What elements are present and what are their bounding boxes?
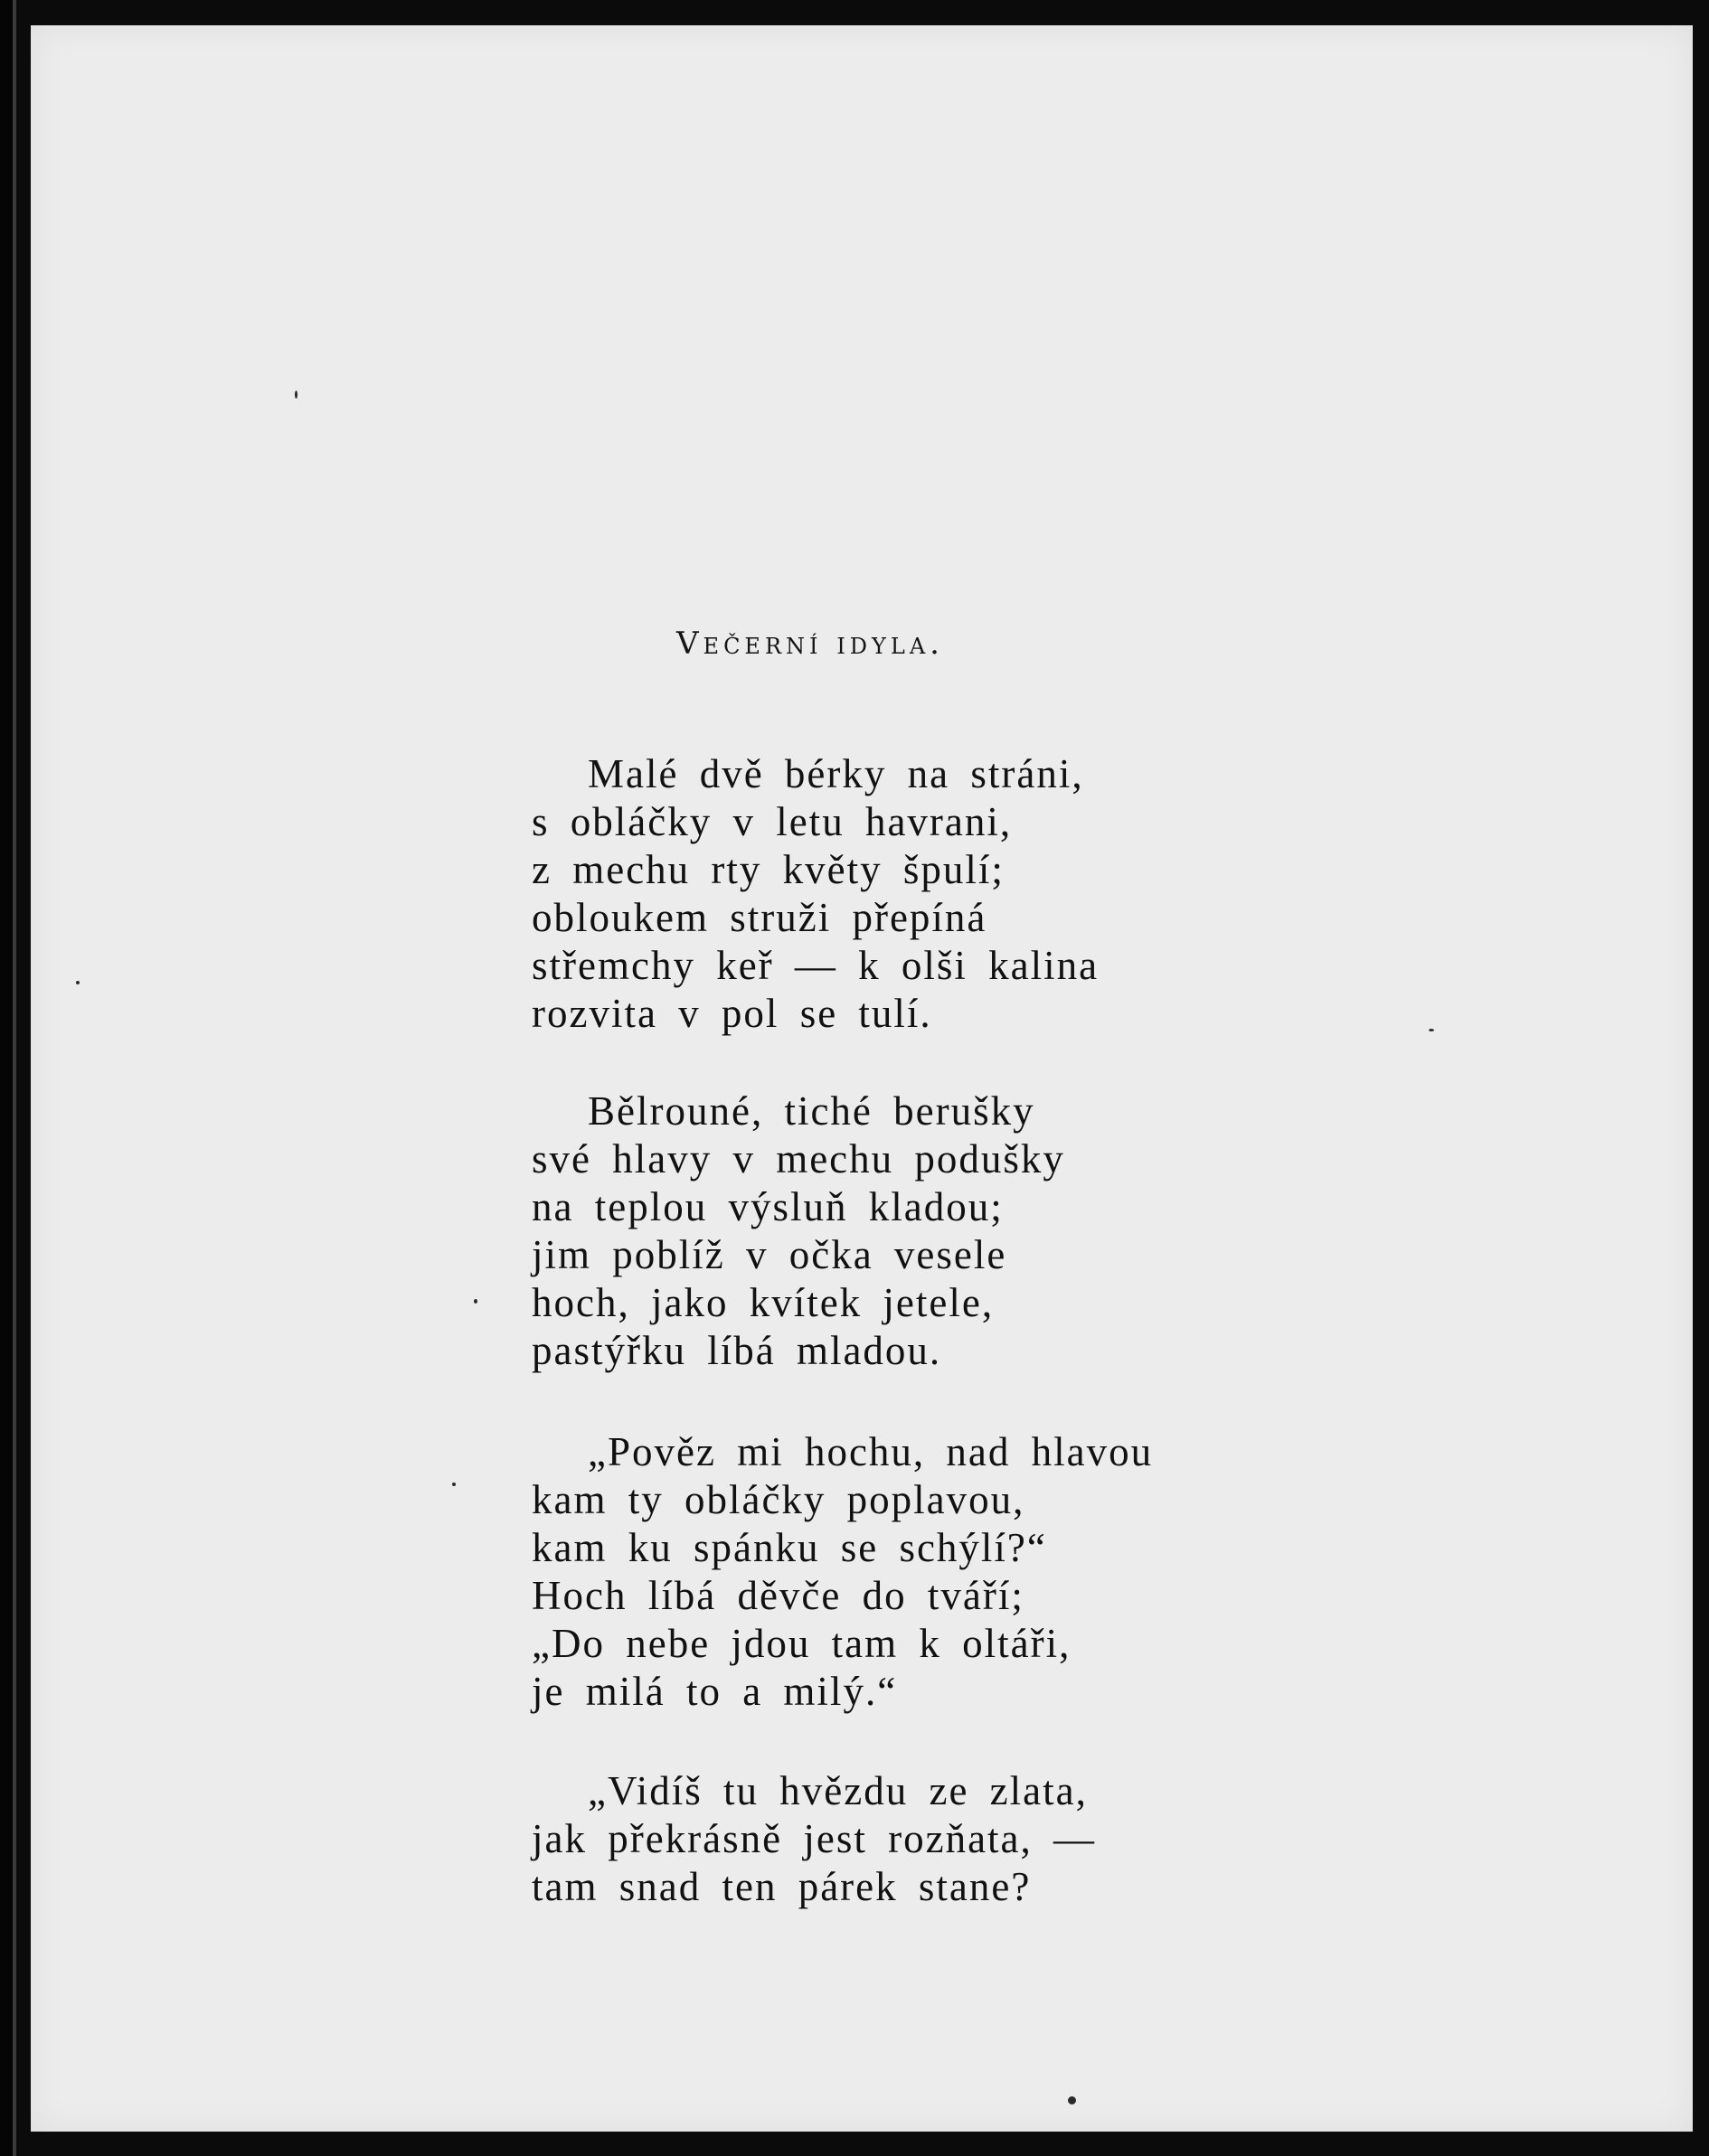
- stanza: [532, 1087, 1065, 1375]
- poem-line: kam ku spánku se schýlí?“: [532, 1525, 1047, 1570]
- poem-line: jak překrásně jest rozňata, —: [532, 1816, 1097, 1861]
- scan-speck: [474, 1299, 477, 1304]
- poem-line: rozvita v pol se tulí.: [532, 991, 932, 1036]
- poem-line: Hoch líbá děvče do tváří;: [532, 1573, 1024, 1618]
- poem-line: obloukem struži přepíná: [532, 895, 987, 940]
- stanza: [532, 750, 1099, 1038]
- page-right-edge: [1693, 0, 1709, 2156]
- poem-line: na teplou výsluň kladou;: [532, 1184, 1004, 1229]
- poem-line: střemchy keř — k olši kalina: [532, 943, 1100, 988]
- poem-line: Malé dvě bérky na stráni,: [588, 751, 1084, 796]
- scan-speck: [1429, 1029, 1434, 1031]
- scan-speck: [1068, 2096, 1076, 2104]
- poem-line: kam ty obláčky poplavou,: [532, 1477, 1025, 1522]
- poem-line: pastýřku líbá mladou.: [532, 1328, 942, 1373]
- poem-line: s obláčky v letu havrani,: [532, 799, 1013, 844]
- poem-line: „Pověz mi hochu, nad hlavou: [588, 1429, 1154, 1474]
- poem-line: hoch, jako kvítek jetele,: [532, 1280, 995, 1325]
- stanza: [532, 1428, 1153, 1716]
- poem-line: je milá to a milý.“: [532, 1669, 898, 1714]
- scan-speck: [452, 1483, 456, 1486]
- poem-line: „Do nebe jdou tam k oltáři,: [532, 1621, 1072, 1666]
- poem-line: jim poblíž v očka vesele: [532, 1232, 1007, 1277]
- poem-line: „Vidíš tu hvězdu ze zlata,: [588, 1768, 1088, 1813]
- poem-line: tam snad ten párek stane?: [532, 1864, 1032, 1909]
- poem-title: Večerní idyla.: [676, 626, 944, 662]
- poem-line: z mechu rty květy špulí;: [532, 847, 1005, 892]
- scan-speck: [76, 981, 80, 984]
- book-gutter: [0, 0, 31, 2156]
- scan-speck: [295, 391, 297, 399]
- stanza: [532, 1767, 1096, 1911]
- poem-line: své hlavy v mechu podušky: [532, 1136, 1065, 1182]
- poem-line: Bělrouné, tiché berušky: [588, 1088, 1035, 1134]
